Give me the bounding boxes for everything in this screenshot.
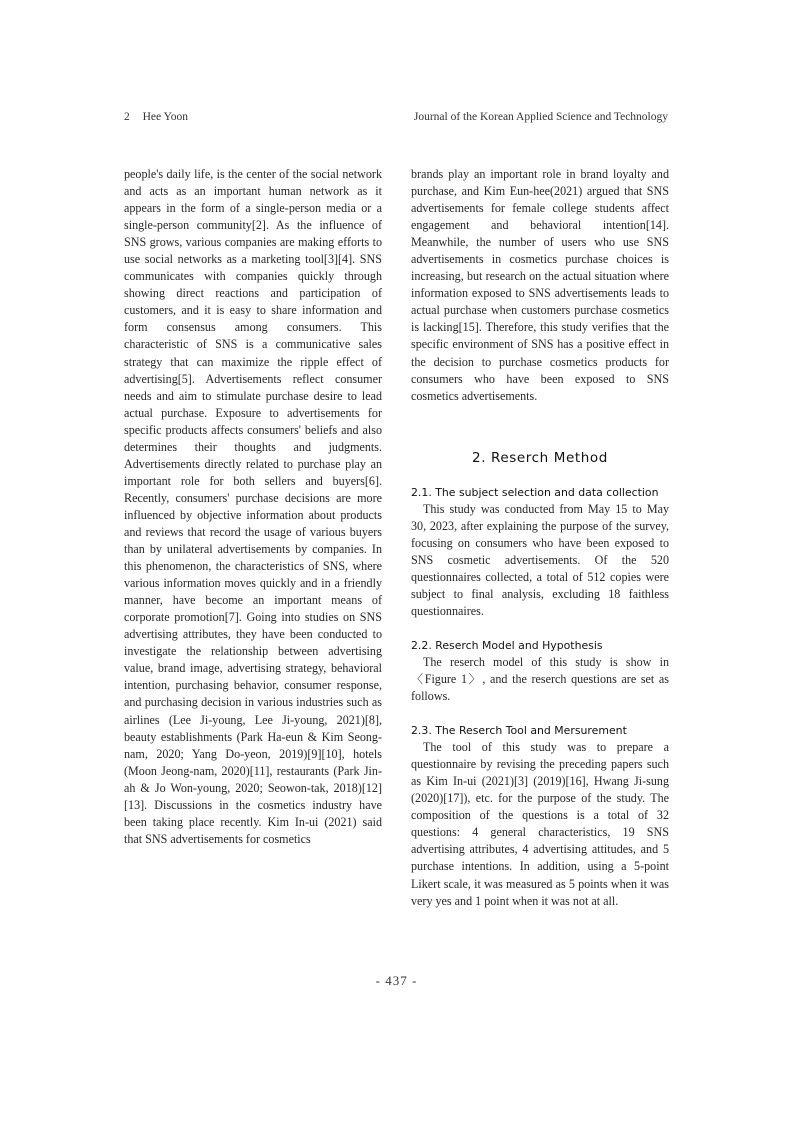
section-title: 2. Reserch Method: [472, 449, 608, 466]
subsection-title: 2.3. The Reserch Tool and Mersurement: [411, 724, 627, 738]
running-header: [124, 111, 668, 129]
body-paragraph: people's daily life, is the center of the social network and acts as an important human network as it appears in the form of a single-person media or a single-person community[2]. As the influence of SNS grows, various companies are making efforts to use social networks as a marketing tool[3][4]. SNS communicates with companies quickly through showing direct reactions and participation of customers, and it is easy to share information and form consensus among consumers. This characteristic of SNS is a communicative sales strategy that can maximize the ripple effect of advertising[5]. Advertisements reflect consumer needs and aim to stimulate purchase desire to lead actual purchase. Exposure to advertisements for specific products affects consumers' beliefs and also determines their thoughts and judgments. Advertisements directly related to purchase play an important role for both sellers and buyers[6]. Recently, consumers' purchase decisions are more influenced by objective information about products and reviews that record the usage of various buyers than by unilateral advertisements by companies. In this phenomenon, the characteristics of SNS, where various information moves quickly and in a friendly manner, have become an important means of corporate promotion[7]. Going into studies on SNS advertising attributes, they have been conducted to investigate the relationship between advertising value, brand image, advertising strategy, behavioral intention, purchasing behavior, consumer response, and purchasing decision in various industries such as airlines (Lee Ji-young, Lee Ji-young, 2021)[8], beauty establishments (Park Ha-eun & Kim Seong-nam, 2020; Yang Do-yeon, 2019)[9][10], hotels (Moon Jeong-nam, 2020)[11], restaurants (Park Jin-ah & Jo Won-young, 2020; Seowon-tak, 2018)[12][13]. Discussions in the cosmetics industry have been taking place recently. Kim In-ui (2021) said that SNS advertisements for cosmetics: [124, 167, 382, 846]
right-column: [411, 166, 669, 910]
body-paragraph: brands play an important role in brand loyalty and purchase, and Kim Eun-hee(2021) argued that SNS advertisements for female college students affect engagement and behavioral intention[14]. Meanwhile, the number of users who use SNS advertisements in cosmetics purchase choices is increasing, but research on the actual situation where information exposed to SNS advertisements leads to actual purchase when customers purchase cosmetics is lacking[15]. Therefore, this study verifies that the specific environment of SNS has a positive effect in the decision to purchase cosmetics products for consumers who have been exposed to SNS cosmetics advertisements.: [411, 167, 669, 403]
body-paragraph: The tool of this study was to prepare a questionnaire by revising the preceding papers such as Kim In-ui (2021)[3] (2019)[16], Hwang Ji-sung (2020)[17]), etc. for the purpose of the study. The composition of the questions is a total of 32 questions: 4 general characteristics, 19 SNS advertising attributes, 4 advertising attitudes, and 5 purchase intentions. In addition, using a 5-point Likert scale, it was measured as 5 points when it was very yes and 1 point when it was not at all.: [411, 740, 669, 908]
body-paragraph: The reserch model of this study is show in 〈Figure 1〉, and the reserch questions are set as follows.: [411, 654, 669, 704]
subsection-title: 2.2. Reserch Model and Hypothesis: [411, 638, 603, 652]
page-number: 2: [124, 111, 130, 123]
journal-name: Journal of the Korean Applied Science and Technology: [413, 111, 668, 123]
left-column: [124, 166, 382, 848]
body-paragraph: This study was conducted from May 15 to May 30, 2023, after explaining the purpose of the survey, focusing on consumers who have been exposed to SNS cosmetic advertisements. Of the 520 questionnaires collected, a total of 512 copies were subject to final analysis, excluding 18 faithless questionnaires.: [411, 501, 669, 618]
header-left: [124, 111, 198, 123]
author-name: Hee Yoon: [142, 111, 188, 123]
page-footer: - 437 -: [375, 973, 418, 988]
subsection-title: 2.1. The subject selection and data collection: [411, 485, 659, 499]
